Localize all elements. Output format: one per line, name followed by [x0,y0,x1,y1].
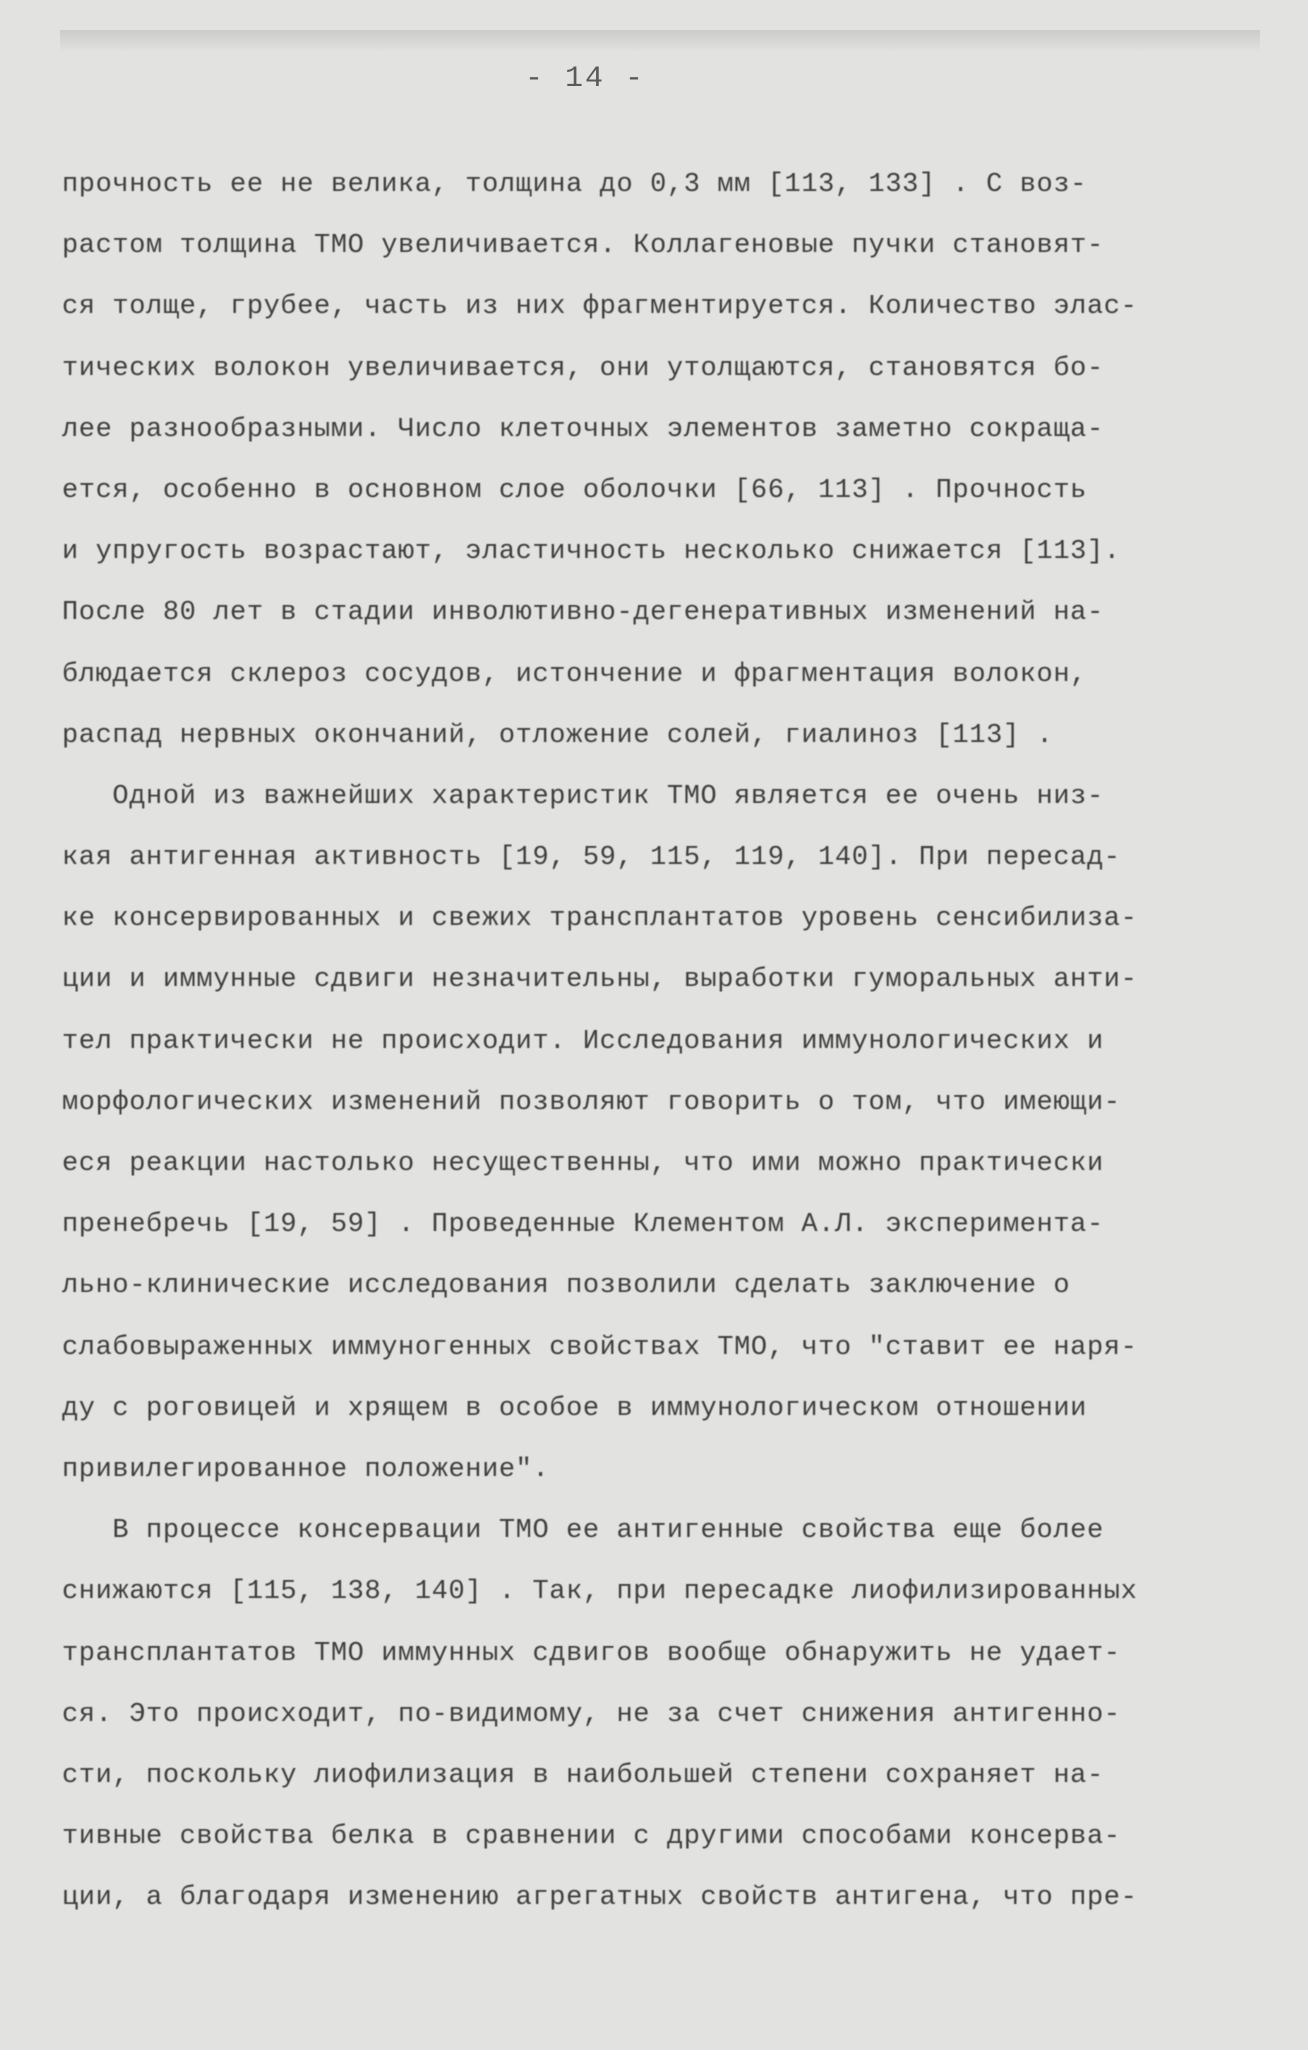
paragraph [62,1501,1252,1929]
text-line: слабовыраженных иммуногенных свойствах ТМО, что "ставит ее наря- [62,1332,1138,1363]
scan-shadow [60,30,1260,52]
text-line: блюдается склероз сосудов, истончение и фрагментация волокон, [62,659,1087,690]
text-line: льно-клинические исследования позволили сделать заключение о [62,1271,1071,1302]
text-line: распад нервных окончаний, отложение солей, гиалиноз [113] . [62,720,1054,751]
text-line: еся реакции настолько несущественны, что ими можно практически [62,1149,1104,1179]
text-line: ду с роговицей и хрящем в особое в иммунологическом отношении [62,1393,1087,1424]
text-line: ции и иммунные сдвиги незначительны, выработки гуморальных анти- [62,965,1138,996]
body-text [62,155,1252,1929]
text-line: тел практически не происходит. Исследования иммунологических и [62,1026,1104,1057]
paragraph [62,767,1252,1501]
text-line: ции, а благодаря изменению агрегатных свойств антигена, что пре- [62,1883,1138,1914]
text-line: привилегированное положение". [62,1454,550,1485]
text-line: прочность ее не велика, толщина до 0,3 мм [113, 133] . С воз- [62,170,1087,200]
text-line: растом толщина ТМО увеличивается. Коллагеновые пучки становят- [62,231,1104,262]
text-line: тивные свойства белка в сравнении с другими способами консерва- [62,1822,1121,1853]
text-line: сти, поскольку лиофилизация в наибольшей степени сохраняет на- [62,1760,1104,1791]
text-line: тических волокон увеличивается, они утолщаются, становятся бо- [62,353,1104,384]
text-line: После 80 лет в стадии инволютивно-дегенеративных изменений на- [62,598,1104,629]
text-line: лее разнообразными. Число клеточных элементов заметно сокраща- [62,414,1104,445]
page-number: - 14 - [524,62,646,96]
text-line: и упругость возрастают, эластичность несколько снижается [113]. [62,537,1121,568]
text-line: ся. Это происходит, по-видимому, не за счет снижения антигенно- [62,1699,1121,1730]
text-line: морфологических изменений позволяют говорить о том, что имеющи- [62,1087,1121,1118]
text-line: кая антигенная активность [19, 59, 115, 119, 140]. При пересад- [62,843,1121,874]
text-line: Одной из важнейших характеристик ТМО является ее очень низ- [62,781,1104,812]
text-line: трансплантатов ТМО иммунных сдвигов вообще обнаружить не удает- [62,1638,1121,1669]
text-line: ке консервированных и свежих трансплантатов уровень сенсибилиза- [62,904,1138,935]
text-line: ется, особенно в основном слое оболочки [66, 113] . Прочность [62,475,1087,506]
text-line: В процессе консервации ТМО ее антигенные свойства еще более [62,1516,1104,1547]
text-line: пренебречь [19, 59] . Проведенные Клементом А.Л. эксперимента- [62,1210,1104,1241]
paragraph [62,155,1252,767]
text-line: ся толще, грубее, часть из них фрагментируется. Количество элас- [62,292,1138,323]
text-line: снижаются [115, 138, 140] . Так, при пересадке лиофилизированных [62,1577,1138,1608]
